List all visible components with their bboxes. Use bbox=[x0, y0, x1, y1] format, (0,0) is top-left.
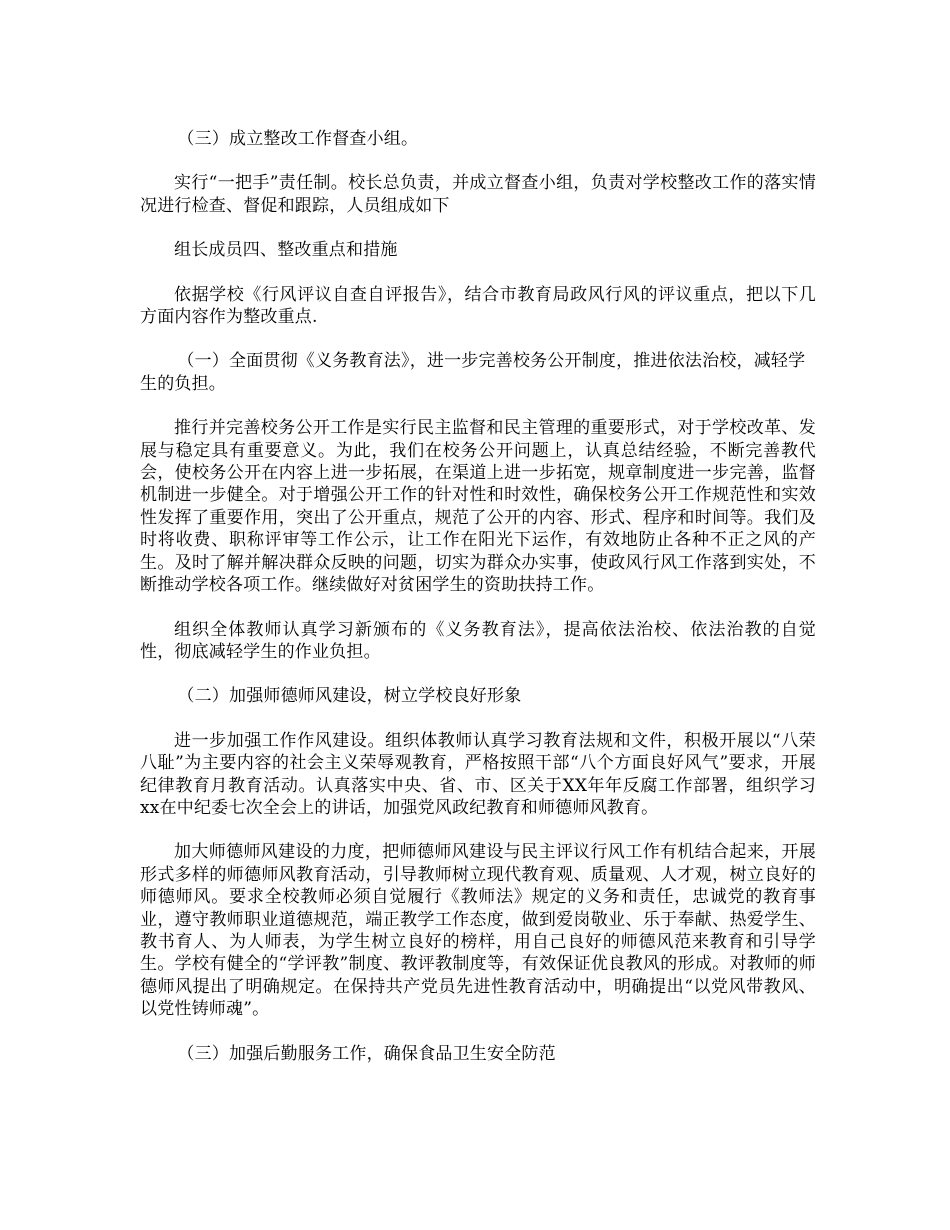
paragraph-study-education-law: 组织全体教师认真学习新颁布的《义务教育法》，提高依法治校、依法治教的自觉性，彻底减轻学生的作业负担。 bbox=[140, 619, 816, 662]
paragraph-teacher-ethics-efforts: 加大师德师风建设的力度，把师德师风建设与民主评议行风工作有机结合起来，开展形式多样的师德师风教育活动，引导教师树立现代教育观、质量观、人才观，树立良好的师德师风。要求全校教师必须自觉履行《教师法》规定的义务和责任，忠诚党的教育事业，遵守教师职业道德规范，端正教学工作态度，做到爱岗敬业、乐于奉献、热爱学生、教书育人、为人师表，为学生树立良好的榜样，用自己良好的师德风范来教育和引导学生。学校有健全的“学评教”制度、教评教制度等，有效保证优良教风的形成。对教师的师德师风提出了明确规定。在保持共产党员先进性教育活动中，明确提出“以党风带教风、以党性铸师魂”。 bbox=[140, 842, 816, 1020]
paragraph-team-and-section-four: 组长成员四、整改重点和措施 bbox=[174, 240, 398, 261]
section-heading-logistics-food-safety: （三）加强后勤服务工作，确保食品卫生安全防范 bbox=[177, 1043, 556, 1064]
paragraph-work-style: 进一步加强工作作风建设。组织体教师认真学习教育法规和文件，积极开展以“八荣八耻”为主要内容的社会主义荣辱观教育，严格按照干部“八个方面良好风气”要求，开展纪律教育月教育活动。认真落实中央、省、市、区关于XX年年反腐工作部署，组织学习xx在中纪委七次全会上的讲话，加强党风政纪教育和师德师风教育。 bbox=[140, 730, 816, 818]
paragraph-school-affairs-openness: 推行并完善校务公开工作是实行民主监督和民主管理的重要形式，对于学校改革、发展与稳定具有重要意义。为此，我们在校务公开问题上，认真总结经验，不断完善教代会，使校务公开在内容上进一步拓展，在渠道上进一步拓宽，规章制度进一步完善，监督机制进一步健全。对于增强公开工作的针对性和时效性，确保校务公开工作规范性和实效性发挥了重要作用，突出了公开重点，规范了公开的内容、形式、程序和时间等。我们及时将收费、职称评审等工作公示，让工作在阳光下运作，有效地防止各种不正之风的产生。及时了解并解决群众反映的问题，切实为群众办实事，使政风行风工作落到实处，不断推动学校各项工作。继续做好对贫困学生的资助扶持工作。 bbox=[140, 418, 816, 596]
paragraph-rectification-focus: 依据学校《行风评议自查自评报告》，结合市教育局政风行风的评议重点，把以下几方面内容作为整改重点. bbox=[140, 284, 816, 328]
section-heading-compulsory-education: （一）全面贯彻《义务教育法》，进一步完善校务公开制度，推进依法治校，减轻学生的负担。 bbox=[140, 351, 806, 394]
paragraph-responsibility-system: 实行“一把手”责任制。校长总负责，并成立督查小组，负责对学校整改工作的落实情况进行检查、督促和跟踪，人员组成如下 bbox=[140, 173, 816, 216]
document-body bbox=[140, 128, 816, 1087]
section-heading-teacher-ethics: （二）加强师德师风建设，树立学校良好形象 bbox=[177, 686, 522, 707]
section-heading-supervision-group: （三）成立整改工作督查小组。 bbox=[177, 129, 419, 149]
